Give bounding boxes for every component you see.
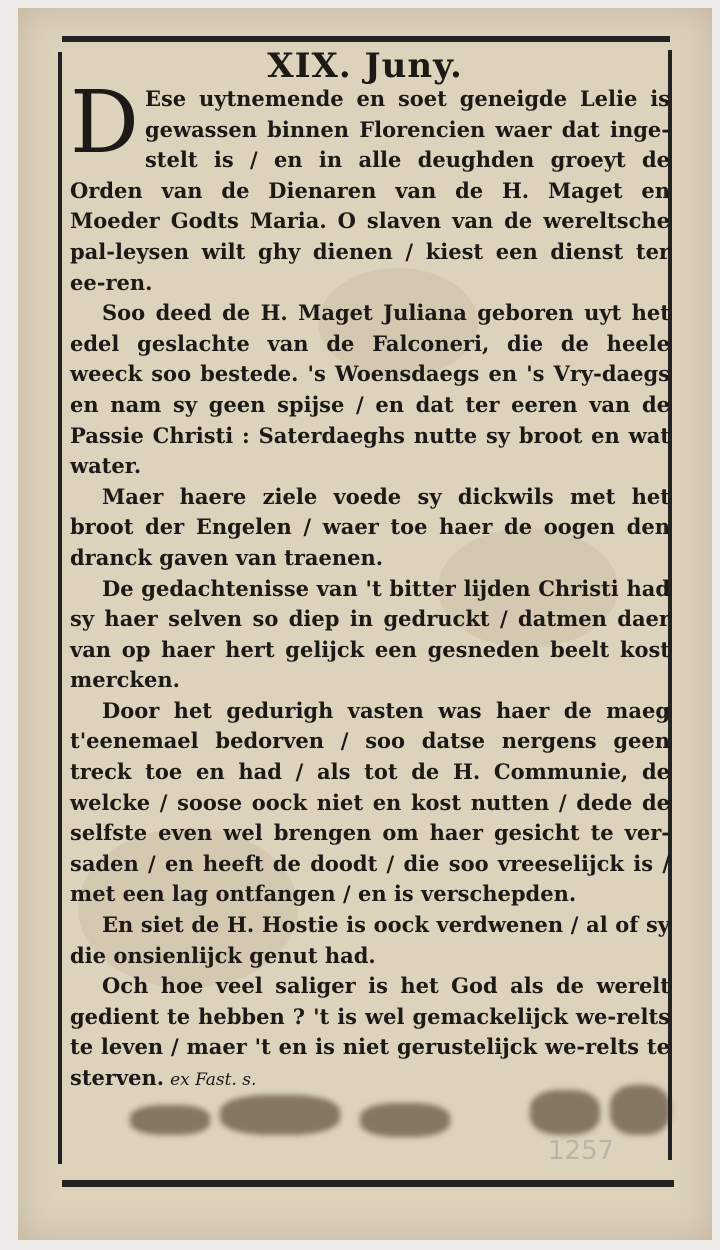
top-border-rule [62, 36, 670, 42]
body-text [70, 73, 670, 1096]
paragraph-2: Soo deed de H. Maget Juliana geboren uyt het edel geslachte van de Falconeri, die de heele weeck soo bestede. 's Woensdaegs en 's Vry-daegs en nam sy geen spijse / en dat ter eeren van de Passie Christi : Saterdaeghs nutte sy broot en wat water. [70, 300, 670, 479]
paragraph-6: En siet de H. Hostie is oock verdwenen / al of sy die onsienlijck genut had. [70, 912, 670, 968]
source-note: ex Fast. s. [170, 1070, 257, 1090]
left-border-rule [58, 52, 62, 1164]
catalog-number: 1257 [548, 1136, 615, 1166]
paragraph-3: Maer haere ziele voede sy dickwils met het broot der Engelen / waer toe haer de oogen den dranck gaven van traenen. [70, 483, 670, 570]
paragraph-5: Door het gedurigh vasten was haer de maeg t'eenemael bedorven / soo datse nergens geen treck toe en had / als tot de H. Communie, de welcke / soose oock niet en kost nutten / dede de selfste even wel brengen om haer gesicht te ver-saden / en heeft de doodt / die soo vreeselijck is / met een lag ontfangen / en is verschepden. [70, 697, 670, 907]
page-heading: XIX. Juny. [267, 46, 463, 86]
paragraph-4: De gedachtenisse van 't bitter lijden Christi had sy haer selven so diep in gedruckt / datmen daer van op haer hert gelijck een gesneden beelt kost mercken. [70, 575, 670, 693]
bottom-border-rule [62, 1180, 674, 1187]
paragraph-7: Och hoe veel saliger is het God als de werelt gedient te hebben ? 't is wel gemackelijck we-relts te leven / maer 't en is niet gerustelijck we-relts te sterven. ex Fast. s. [70, 973, 670, 1090]
drop-cap: D [70, 73, 139, 173]
paragraph-1: D Ese uytnemende en soet geneigde Lelie is gewassen binnen Florencien waer dat inge-stelt is / en in alle deughden groeyt de Orden van de Dienaren van de H. Maget en Moeder Godts Maria. O slaven van de wereltsche pal-leysen wilt ghy dienen / kiest een dienst ter ee-ren. [70, 73, 670, 295]
